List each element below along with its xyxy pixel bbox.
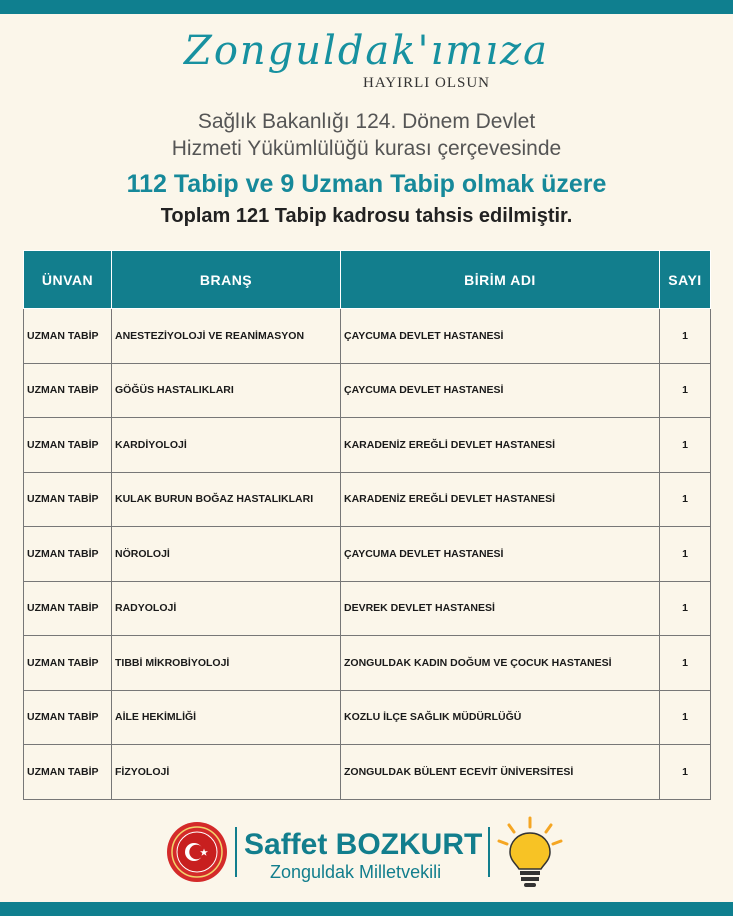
column-header-brans: BRANŞ bbox=[112, 251, 341, 309]
table-row bbox=[24, 527, 711, 582]
footer bbox=[0, 815, 733, 895]
cell-unvan: UZMAN TABİP bbox=[24, 418, 112, 473]
divider-left bbox=[235, 827, 237, 877]
cell-brans: NÖROLOJİ bbox=[112, 527, 341, 582]
column-header-birim: BİRİM ADI bbox=[341, 251, 660, 309]
cell-unvan: UZMAN TABİP bbox=[24, 472, 112, 527]
table-row bbox=[24, 636, 711, 691]
cell-unvan: UZMAN TABİP bbox=[24, 309, 112, 364]
cell-sayi: 1 bbox=[660, 636, 711, 691]
table-row bbox=[24, 745, 711, 800]
table-row bbox=[24, 363, 711, 418]
cell-brans: KULAK BURUN BOĞAZ HASTALIKLARI bbox=[112, 472, 341, 527]
top-accent-bar bbox=[0, 0, 733, 14]
small-subtitle: HAYIRLI OLSUN bbox=[362, 75, 491, 91]
cell-sayi: 1 bbox=[660, 690, 711, 745]
cell-unvan: UZMAN TABİP bbox=[24, 527, 112, 582]
cell-unvan: UZMAN TABİP bbox=[24, 363, 112, 418]
table-row bbox=[24, 690, 711, 745]
cell-birim: ÇAYCUMA DEVLET HASTANESİ bbox=[341, 309, 660, 364]
lightbulb-icon bbox=[495, 815, 565, 891]
subheadline: Toplam 121 Tabip kadrosu tahsis edilmiştir. bbox=[160, 205, 573, 227]
parliament-seal-icon bbox=[166, 821, 228, 883]
table-row bbox=[24, 309, 711, 364]
cell-brans: FİZYOLOJİ bbox=[112, 745, 341, 800]
cell-birim: KARADENİZ EREĞLİ DEVLET HASTANESİ bbox=[341, 472, 660, 527]
bottom-accent-bar bbox=[0, 902, 733, 916]
cell-birim: KARADENİZ EREĞLİ DEVLET HASTANESİ bbox=[341, 418, 660, 473]
column-header-sayi: SAYI bbox=[660, 251, 711, 309]
allocation-table bbox=[23, 250, 711, 800]
intro-text bbox=[0, 108, 733, 162]
cell-unvan: UZMAN TABİP bbox=[24, 745, 112, 800]
intro-line-2: Hizmeti Yükümlülüğü kurası çerçevesinde bbox=[171, 137, 562, 160]
cell-sayi: 1 bbox=[660, 581, 711, 636]
table-header-row bbox=[24, 251, 711, 309]
cell-sayi: 1 bbox=[660, 527, 711, 582]
cell-unvan: UZMAN TABİP bbox=[24, 581, 112, 636]
table-row bbox=[24, 418, 711, 473]
table-row bbox=[24, 472, 711, 527]
cell-sayi: 1 bbox=[660, 309, 711, 364]
cell-brans: KARDİYOLOJİ bbox=[112, 418, 341, 473]
intro-line-1: Sağlık Bakanlığı 124. Dönem Devlet bbox=[197, 110, 536, 133]
cell-birim: ÇAYCUMA DEVLET HASTANESİ bbox=[341, 527, 660, 582]
cell-unvan: UZMAN TABİP bbox=[24, 690, 112, 745]
cell-birim: KOZLU İLÇE SAĞLIK MÜDÜRLÜĞÜ bbox=[341, 690, 660, 745]
cell-sayi: 1 bbox=[660, 363, 711, 418]
headline: 112 Tabip ve 9 Uzman Tabip olmak üzere bbox=[126, 170, 607, 198]
cell-sayi: 1 bbox=[660, 472, 711, 527]
table-row bbox=[24, 581, 711, 636]
cell-brans: TIBBİ MİKROBİYOLOJİ bbox=[112, 636, 341, 691]
divider-right bbox=[488, 827, 490, 877]
cell-brans: GÖĞÜS HASTALIKLARI bbox=[112, 363, 341, 418]
cell-brans: AİLE HEKİMLİĞİ bbox=[112, 690, 341, 745]
cell-sayi: 1 bbox=[660, 745, 711, 800]
column-header-unvan: ÜNVAN bbox=[24, 251, 112, 309]
cell-birim: ZONGULDAK BÜLENT ECEVİT ÜNİVERSİTESİ bbox=[341, 745, 660, 800]
cell-birim: ZONGULDAK KADIN DOĞUM VE ÇOCUK HASTANESİ bbox=[341, 636, 660, 691]
cell-sayi: 1 bbox=[660, 418, 711, 473]
cell-brans: ANESTEZİYOLOJİ VE REANİMASYON bbox=[112, 309, 341, 364]
cell-unvan: UZMAN TABİP bbox=[24, 636, 112, 691]
cell-birim: DEVREK DEVLET HASTANESİ bbox=[341, 581, 660, 636]
cell-brans: RADYOLOJİ bbox=[112, 581, 341, 636]
cell-birim: ÇAYCUMA DEVLET HASTANESİ bbox=[341, 363, 660, 418]
deputy-name: Saffet BOZKURT bbox=[244, 828, 483, 861]
script-title: Zonguldak'ımıza bbox=[184, 28, 549, 74]
deputy-role: Zonguldak Milletvekili bbox=[270, 862, 442, 882]
